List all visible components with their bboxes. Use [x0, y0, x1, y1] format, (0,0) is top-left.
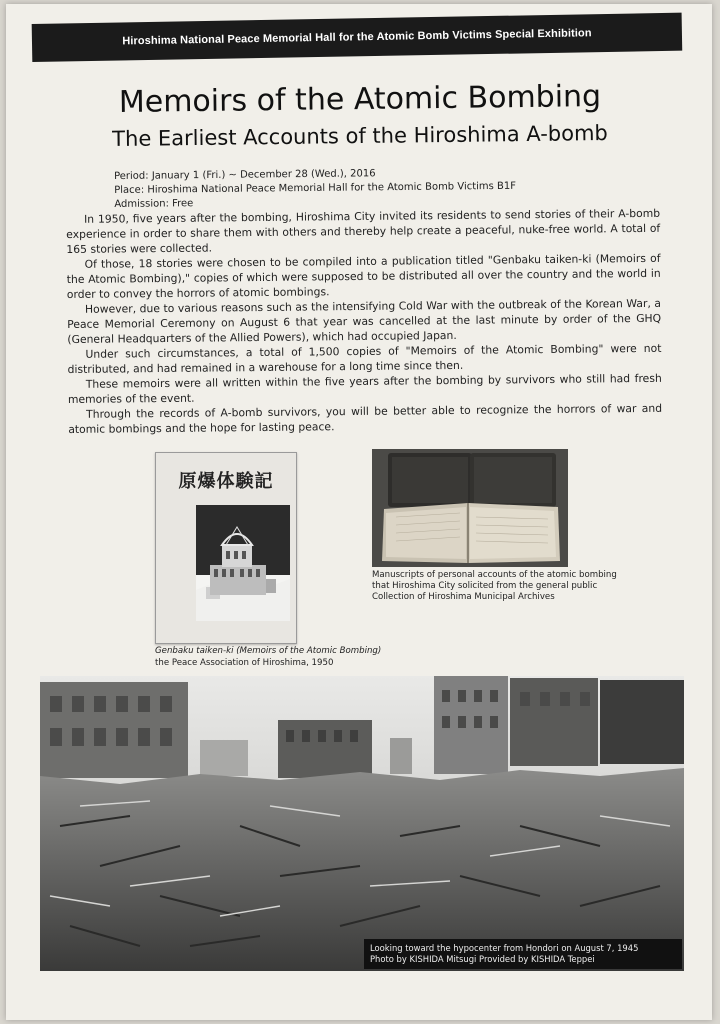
book-caption: [155, 645, 455, 669]
exhibition-banner: Hiroshima National Peace Memorial Hall for the Atomic Bomb Victims Special Exhibition: [32, 13, 683, 62]
paragraph: However, due to various reasons such as the intensifying Cold War with the outbreak of the Korean War, a Peace Memorial Ceremony on August 6 that year was cancelled at the last minute by order of the GHQ (General Headquarters of the Allied Powers), which had occupied Japan.: [67, 296, 662, 346]
paragraph: These memoirs were all written within the five years after the bombing by survivors who still had fresh memories of the event.: [67, 371, 662, 406]
book-caption-publisher: the Peace Association of Hiroshima, 1950: [155, 658, 334, 668]
paragraph: Through the records of A-bomb survivors, you will be better able to recognize the horrors of war and atomic bombings and the hope for lasting peace.: [68, 401, 663, 436]
ruins-caption-line2: Photo by KISHIDA Mitsugi Provided by KISHIDA Teppei: [370, 954, 595, 964]
admission-text: Admission: Free: [114, 198, 194, 210]
book-cover-image: [155, 452, 297, 644]
paragraph: Under such circumstances, a total of 1,500 copies of "Memoirs of the Atomic Bombing" were not distributed, and had remained in a warehouse for a long time since then.: [67, 341, 662, 376]
manuscripts-caption-line: Collection of Hiroshima Municipal Archives: [372, 592, 555, 602]
book-cover-title: 原爆体験記: [178, 471, 274, 492]
paragraph: In 1950, five years after the bombing, Hiroshima City invited its residents to send stories of their A-bomb experience in order to share them with others and thereby help create a peaceful, nuke-free world. A total of 165 stories were collected.: [66, 206, 661, 256]
description: [66, 206, 662, 437]
page-title: Memoirs of the Atomic Bombing: [118, 79, 602, 120]
dome-photo: [196, 505, 290, 621]
period-text: Period: January 1 (Fri.) ~ December 28 (Wed.), 2016: [114, 168, 376, 182]
ruins-photo-caption: [364, 939, 682, 969]
place-text: Place: Hiroshima National Peace Memorial Hall for the Atomic Bomb Victims B1F: [114, 180, 517, 196]
hiroshima-ruins-photo: [40, 676, 684, 971]
manuscripts-caption-line: Manuscripts of personal accounts of the atomic bombing: [372, 570, 617, 580]
manuscripts-caption: [372, 570, 672, 603]
ruins-caption-line1: Looking toward the hypocenter from Hondori on August 7, 1945: [370, 943, 639, 953]
paragraph: Of those, 18 stories were chosen to be compiled into a publication titled "Genbaku taiken-ki (Memoirs of the Atomic Bombing)," copies of which were supposed to be distributed all over the country and the world in order to convey the horrors of atomic bombings.: [66, 251, 661, 301]
book-caption-title: Genbaku taiken-ki (Memoirs of the Atomic Bombing): [155, 646, 382, 656]
manuscripts-photo: [372, 449, 568, 567]
exhibition-details: [114, 165, 614, 212]
manuscripts-caption-line: that Hiroshima City solicited from the general public: [372, 581, 598, 591]
page-subtitle: The Earliest Accounts of the Hiroshima A-bomb: [112, 120, 608, 152]
